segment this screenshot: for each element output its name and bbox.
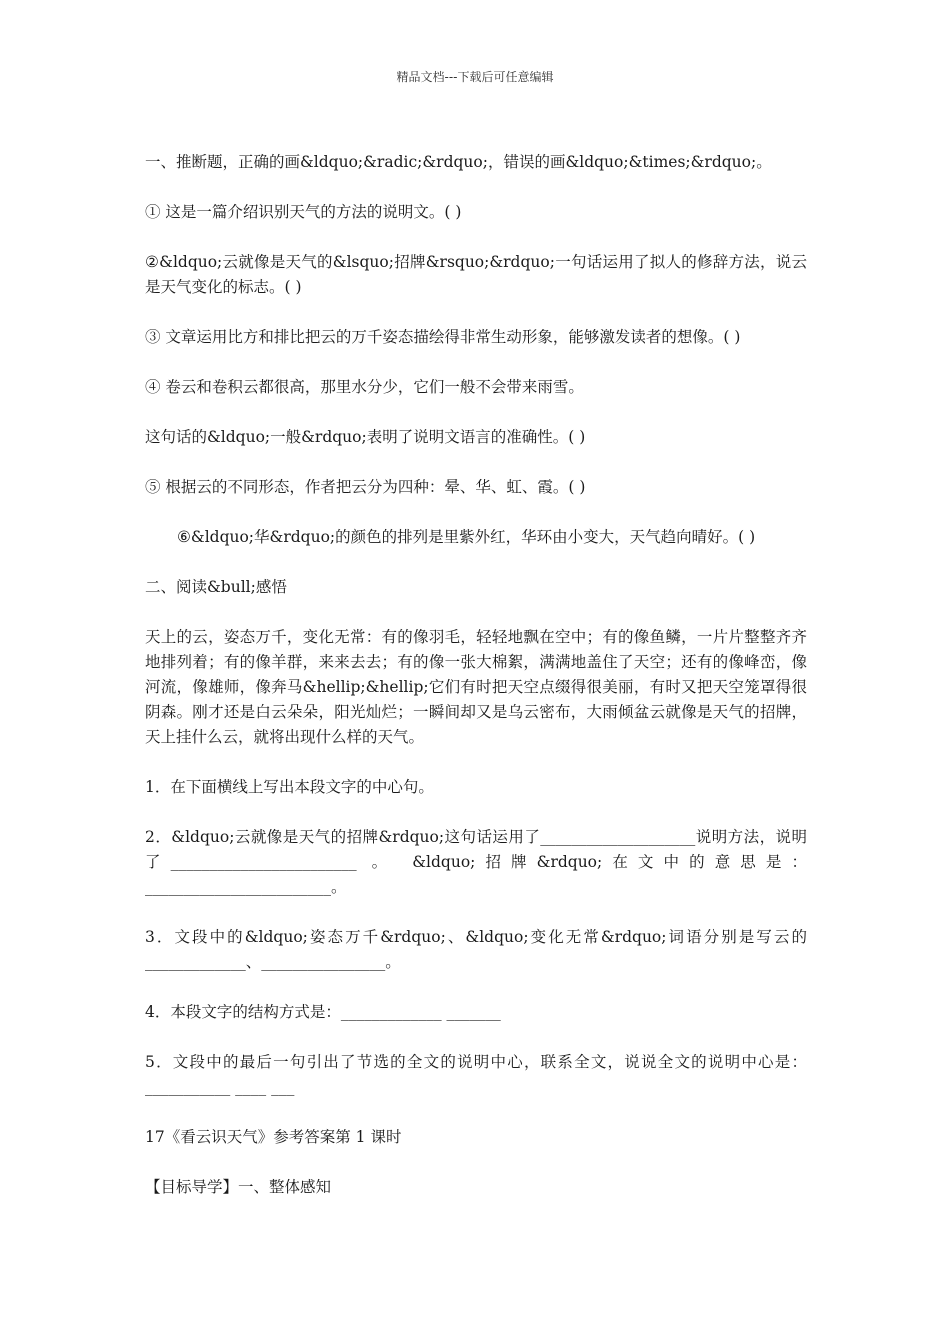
answer-key-title: 17《看云识天气》参考答案第 1 课时 — [145, 1128, 402, 1146]
reading-question-4: 4．本段文字的结构方式是：_____________ _______ — [145, 1003, 501, 1021]
question-item-4-continued: 这句话的&ldquo;一般&rdquo;表明了说明文语言的准确性。( ) — [145, 428, 586, 446]
document-body — [145, 150, 807, 1225]
section-heading-reading: 二、阅读&bull;感悟 — [145, 578, 287, 596]
question-item-2: ②&ldquo;云就像是天气的&lsquo;招牌&rsquo;&rdquo;一句话运用了拟人的修辞方法，说云是天气变化的标志。( ) — [145, 253, 807, 296]
reading-question-3: 3．文段中的&ldquo;姿态万千&rdquo;、&ldquo;变化无常&rdquo;词语分别是写云的_____________、________________。 — [145, 928, 807, 971]
question-item-3: ③ 文章运用比方和排比把云的万千姿态描绘得非常生动形象，能够激发读者的想像。( ) — [145, 328, 741, 346]
question-item-6: ⑥&ldquo;华&rdquo;的颜色的排列是里紫外红，华环由小变大，天气趋向晴好。( ) — [177, 528, 756, 546]
question-item-4: ④ 卷云和卷积云都很高，那里水分少，它们一般不会带来雨雪。 — [145, 378, 584, 396]
reading-question-5: 5．文段中的最后一句引出了节选的全文的说明中心，联系全文，说说全文的说明中心是：___________ ____ ___ — [145, 1053, 807, 1096]
answer-key-subheading: 【目标导学】一、整体感知 — [145, 1178, 332, 1196]
reading-question-2: 2．&ldquo;云就像是天气的招牌&rdquo;这句话运用了____________________说明方法，说明了________________________ 。 &ldquo;招牌&rdquo;在文中的意思是：________________________。 — [145, 828, 807, 896]
reading-passage: 天上的云，姿态万千，变化无常：有的像羽毛，轻轻地飘在空中；有的像鱼鳞，一片片整整齐齐地排列着；有的像羊群，来来去去；有的像一张大棉絮，满满地盖住了天空；还有的像峰峦，像河流，像雄师，像奔马&hellip;&hellip;它们有时把天空点缀得很美丽，有时又把天空笼罩得很阴森。刚才还是白云朵朵，阳光灿烂；一瞬间却又是乌云密布，大雨倾盆云就像是天气的招牌，天上挂什么云，就将出现什么样的天气。 — [145, 628, 807, 746]
question-item-5: ⑤ 根据云的不同形态，作者把云分为四种：晕、华、虹、霞。( ) — [145, 478, 586, 496]
page-header: 精品文档---下载后可任意编辑 — [396, 70, 554, 84]
question-item-1: ① 这是一篇介绍识别天气的方法的说明文。( ) — [145, 203, 462, 221]
reading-question-1: 1．在下面横线上写出本段文字的中心句。 — [145, 778, 434, 796]
section-heading-judgment: 一、推断题，正确的画&ldquo;&radic;&rdquo;，错误的画&ldquo;&times;&rdquo;。 — [145, 153, 772, 171]
